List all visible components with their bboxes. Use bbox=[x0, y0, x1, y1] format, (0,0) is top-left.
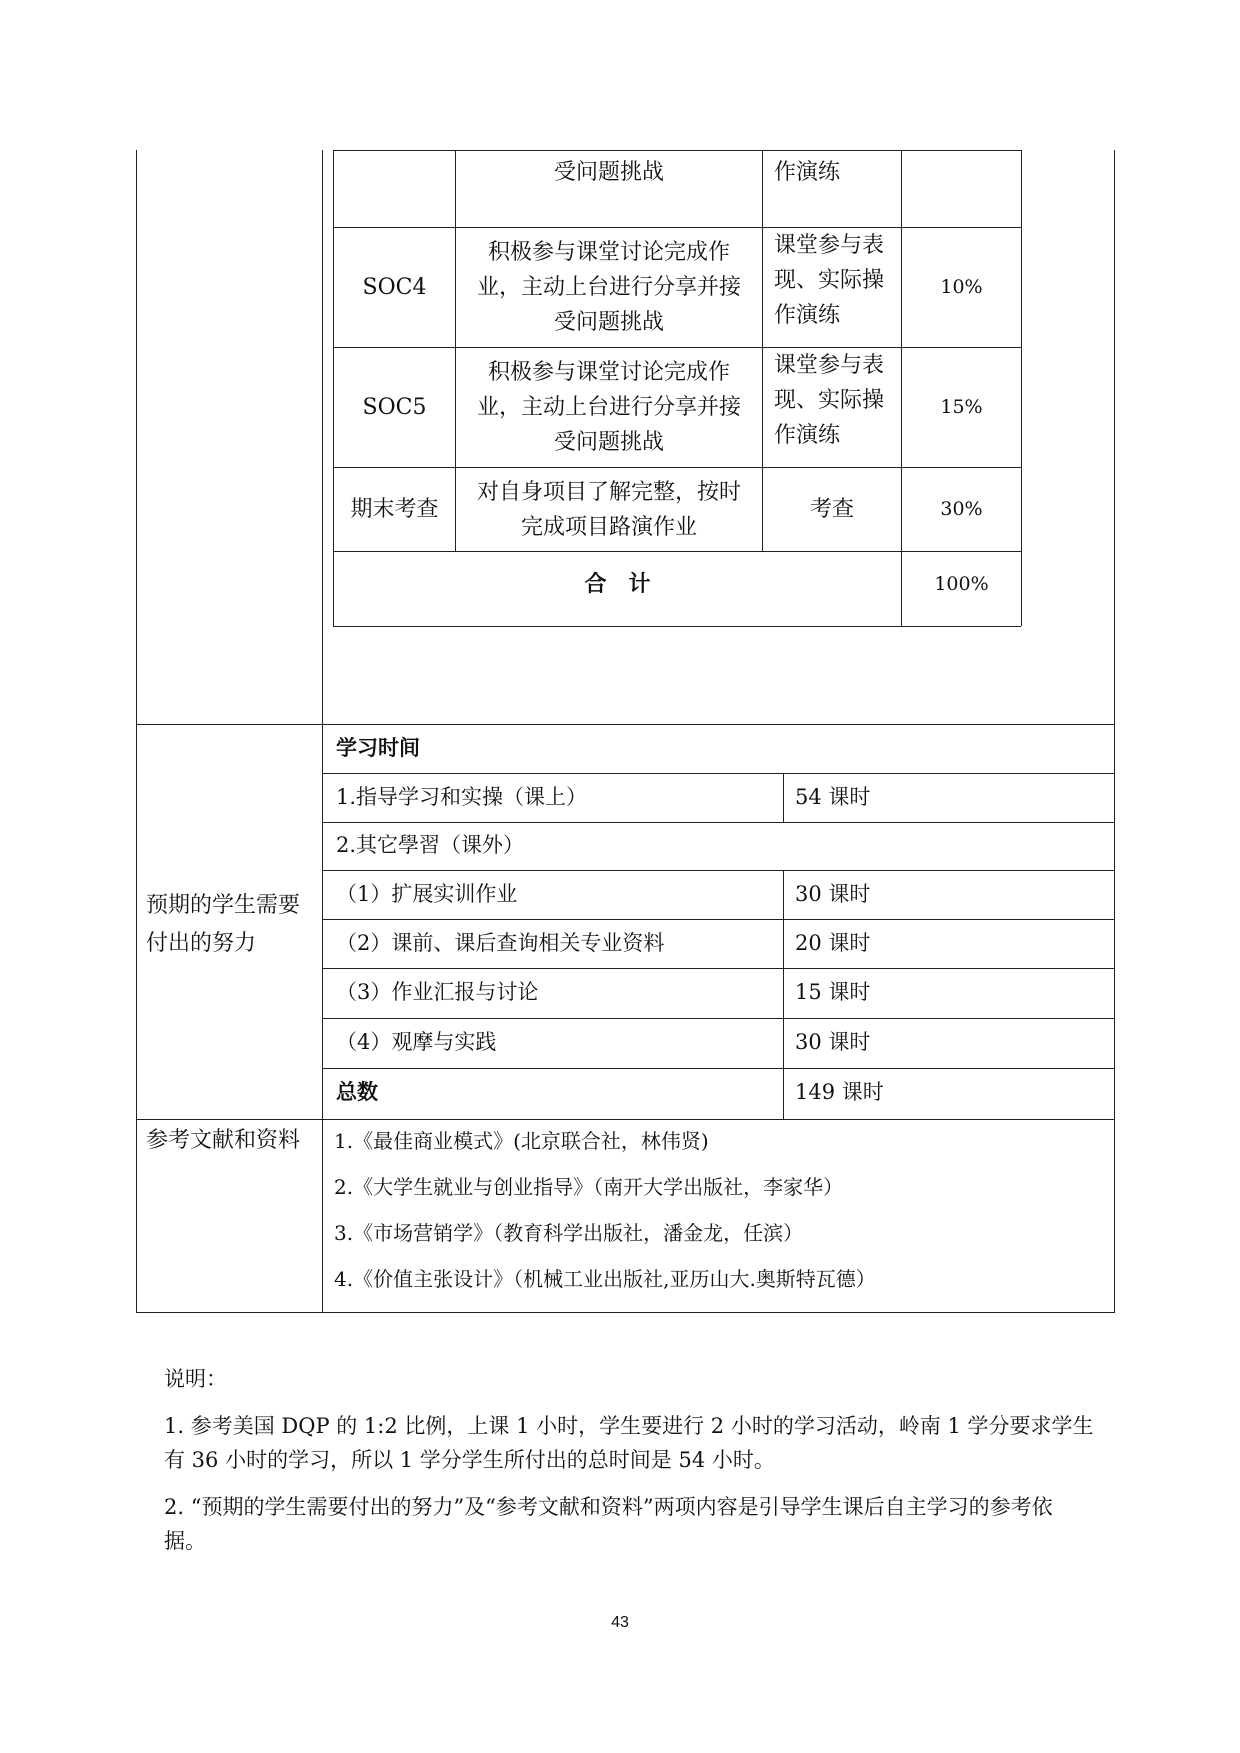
effort-in-class-label: 1.指导学习和实操（课上） bbox=[336, 785, 588, 809]
outer-mid-border bbox=[322, 150, 323, 1313]
outer-left-border bbox=[136, 150, 137, 1313]
assessment-row-2-content: 积极参与课堂讨论完成作 业，主动上台进行分享并接 受问题挑战 bbox=[476, 360, 741, 455]
reference-item: 4.《价值主张设计》（机械工业出版社,亚历山大.奥斯特瓦德） bbox=[334, 1267, 876, 1291]
effort-item-hours: 20 课时 bbox=[795, 931, 871, 955]
inner-row-border bbox=[333, 150, 1021, 151]
effort-row-border bbox=[322, 968, 1114, 969]
effort-col-border bbox=[783, 870, 784, 1119]
assessment-row-3-objective: 期末考查 bbox=[350, 497, 439, 522]
effort-item-label: （4）观摩与实践 bbox=[336, 1030, 497, 1054]
effort-row-border bbox=[322, 1018, 1114, 1019]
effort-item-hours: 30 课时 bbox=[795, 1030, 871, 1054]
assessment-row-3-content: 对自身项目了解完整，按时 完成项目路演作业 bbox=[476, 479, 741, 540]
effort-item-hours: 30 课时 bbox=[795, 882, 871, 906]
effort-other-label: 2.其它學習（课外） bbox=[336, 833, 525, 857]
assessment-row-1-content: 积极参与课堂讨论完成作 业，主动上台进行分享并接 受问题挑战 bbox=[476, 240, 741, 335]
assessment-row-0-method: 作演练 bbox=[774, 159, 841, 185]
outer-row-border bbox=[136, 724, 1114, 725]
note-item: 2. “预期的学生需要付出的努力”及“参考文献和资料”两项内容是引导学生课后自主学习的参考依据。 bbox=[164, 1495, 1053, 1553]
effort-heading: 学习时间 bbox=[336, 736, 420, 760]
effort-row-border bbox=[322, 1068, 1114, 1069]
effort-row-border bbox=[322, 870, 1114, 871]
page-number: 43 bbox=[611, 1614, 629, 1631]
effort-total-label: 总数 bbox=[336, 1080, 378, 1104]
effort-in-class-hours: 54 课时 bbox=[795, 785, 871, 809]
assessment-total-label: 合 计 bbox=[584, 571, 651, 597]
effort-total-hours: 149 课时 bbox=[795, 1080, 884, 1104]
outer-bottom-border bbox=[136, 1312, 1114, 1313]
effort-item-label: （3）作业汇报与讨论 bbox=[336, 980, 539, 1004]
assessment-row-2-weight: 15% bbox=[940, 396, 983, 418]
inner-row-border bbox=[333, 626, 1021, 627]
assessment-row-2-method: 课堂参与表 现、实际操 作演练 bbox=[774, 353, 885, 448]
assessment-row-3-method: 考查 bbox=[809, 497, 854, 522]
reference-item: 3.《市场营销学》（教育科学出版社，潘金龙，任滨） bbox=[334, 1221, 804, 1245]
assessment-row-0-content: 受问题挑战 bbox=[553, 159, 664, 185]
assessment-row-1-method: 课堂参与表 现、实际操 作演练 bbox=[774, 233, 885, 328]
assessment-row-1-objective: SOC4 bbox=[362, 275, 427, 300]
inner-col-border bbox=[1021, 150, 1022, 626]
reference-item: 1.《最佳商业模式》(北京联合社，林伟贤) bbox=[334, 1129, 709, 1153]
effort-label: 预期的学生需要付出的努力 bbox=[146, 893, 301, 956]
effort-row-border bbox=[322, 773, 1114, 774]
effort-row-border bbox=[322, 919, 1114, 920]
effort-item-label: （2）课前、课后查询相关专业资料 bbox=[336, 931, 665, 955]
notes-heading: 说明： bbox=[164, 1367, 227, 1391]
effort-item-label: （1）扩展实训作业 bbox=[336, 882, 518, 906]
assessment-row-3-weight: 30% bbox=[940, 498, 983, 520]
effort-item-hours: 15 课时 bbox=[795, 980, 871, 1004]
reference-item: 2.《大学生就业与创业指导》（南开大学出版社，李家华） bbox=[334, 1175, 844, 1199]
assessment-row-1-weight: 10% bbox=[940, 276, 983, 298]
outer-right-border bbox=[1114, 150, 1115, 1313]
outer-row-border bbox=[136, 1119, 1114, 1120]
references-label: 参考文献和资料 bbox=[146, 1128, 301, 1153]
assessment-row-2-objective: SOC5 bbox=[362, 395, 427, 420]
effort-col-border bbox=[783, 773, 784, 822]
effort-row-border bbox=[322, 822, 1114, 823]
note-item: 1. 参考美国 DQP 的 1:2 比例，上课 1 小时，学生要进行 2 小时的学习活动，岭南 1 学分要求学生有 36 小时的学习，所以 1 学分学生所付出的总时间是 54 小时。 bbox=[164, 1414, 1094, 1472]
assessment-total-value: 100% bbox=[934, 572, 989, 595]
